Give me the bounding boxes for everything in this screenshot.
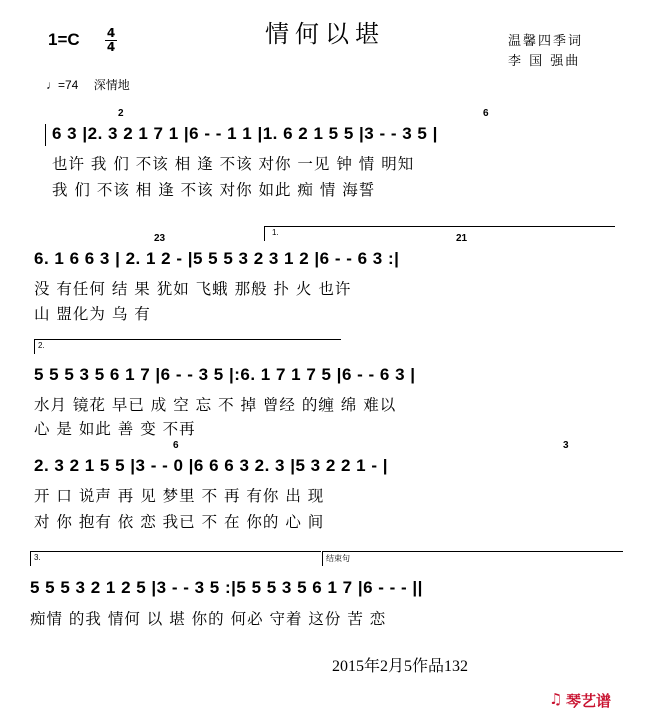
volta-bracket-coda xyxy=(322,551,623,566)
lyric-verse-1: 水月 镜花 早已 成 空 忘 不 掉 曾经 的缠 绵 难以 xyxy=(34,396,397,414)
notation-line: 6 3 |2. 3 2 1 7 1 |6 - - 1 1 |1. 6 2 1 5 5 |3 - - 3 5 | xyxy=(52,124,438,143)
key-signature: 1=C xyxy=(48,30,80,49)
lyric-verse-1: 痴情 的我 情何 以 堪 你的 何必 守着 这份 苦 恋 xyxy=(30,610,387,628)
page-title: 情何以堪 xyxy=(265,20,385,48)
grace-note: 6 xyxy=(173,440,179,451)
lyric-verse-2: 对 你 抱有 依 恋 我已 不 在 你的 心 间 xyxy=(34,513,325,531)
logo-icon: ♫ xyxy=(549,690,563,708)
grace-note: 23 xyxy=(154,233,166,244)
volta-bracket-3 xyxy=(30,551,321,566)
grace-note: 3 xyxy=(563,440,569,451)
lyric-verse-1: 没 有任何 结 果 犹如 飞蛾 那般 扑 火 也许 xyxy=(34,280,352,298)
lyric-verse-1: 也许 我 们 不该 相 逢 不该 对你 一见 钟 情 明知 xyxy=(52,155,415,173)
lyric-verse-2: 山 盟化为 乌 有 xyxy=(34,305,151,323)
volta-label: 1. xyxy=(272,228,279,237)
notation-line: 5 5 5 3 5 6 1 7 |6 - - 3 5 |:6. 1 7 1 7 5 |6 - - 6 3 | xyxy=(34,365,416,384)
time-signature-top: 4 xyxy=(106,26,116,40)
notation-line: 2. 3 2 1 5 5 |3 - - 0 |6 6 6 3 2. 3 |5 3 2 2 1 - | xyxy=(34,456,389,475)
volta-label: 3. xyxy=(34,553,41,562)
site-watermark: 琴艺谱 xyxy=(566,692,612,710)
lyric-verse-2: 我 们 不该 相 逢 不该 对你 如此 痴 情 海誓 xyxy=(52,181,376,199)
expression-marking: 深情地 xyxy=(93,78,130,92)
time-signature xyxy=(105,28,117,53)
time-signature-bottom: 4 xyxy=(106,40,116,54)
tempo-marking xyxy=(46,76,130,93)
notation-line: 6. 1 6 6 3 | 2. 1 2 - |5 5 5 3 2 3 1 2 |6 - - 6 3 :| xyxy=(34,249,400,268)
composition-date: 2015年2月5作品132 xyxy=(332,658,469,675)
tempo-value: ♩=74 xyxy=(46,78,79,92)
grace-note: 21 xyxy=(456,233,468,244)
volta-label-coda: 结束句 xyxy=(326,554,350,563)
grace-note: 6 xyxy=(483,108,489,119)
composer-credit: 李 国 强曲 xyxy=(508,54,581,69)
grace-note: 2 xyxy=(118,108,124,119)
notation-line: 5 5 5 3 2 1 2 5 |3 - - 3 5 :|5 5 5 3 5 6 1 7 |6 - - - || xyxy=(30,578,423,597)
lyricist-credit: 温馨四季词 xyxy=(508,34,584,49)
volta-bracket-2 xyxy=(34,339,341,354)
volta-bracket-1 xyxy=(264,226,615,241)
lyric-verse-2: 心 是 如此 善 变 不再 xyxy=(34,420,196,438)
volta-label: 2. xyxy=(38,341,45,350)
barline xyxy=(45,124,46,146)
lyric-verse-1: 开 口 说声 再 见 梦里 不 再 有你 出 现 xyxy=(34,487,325,505)
